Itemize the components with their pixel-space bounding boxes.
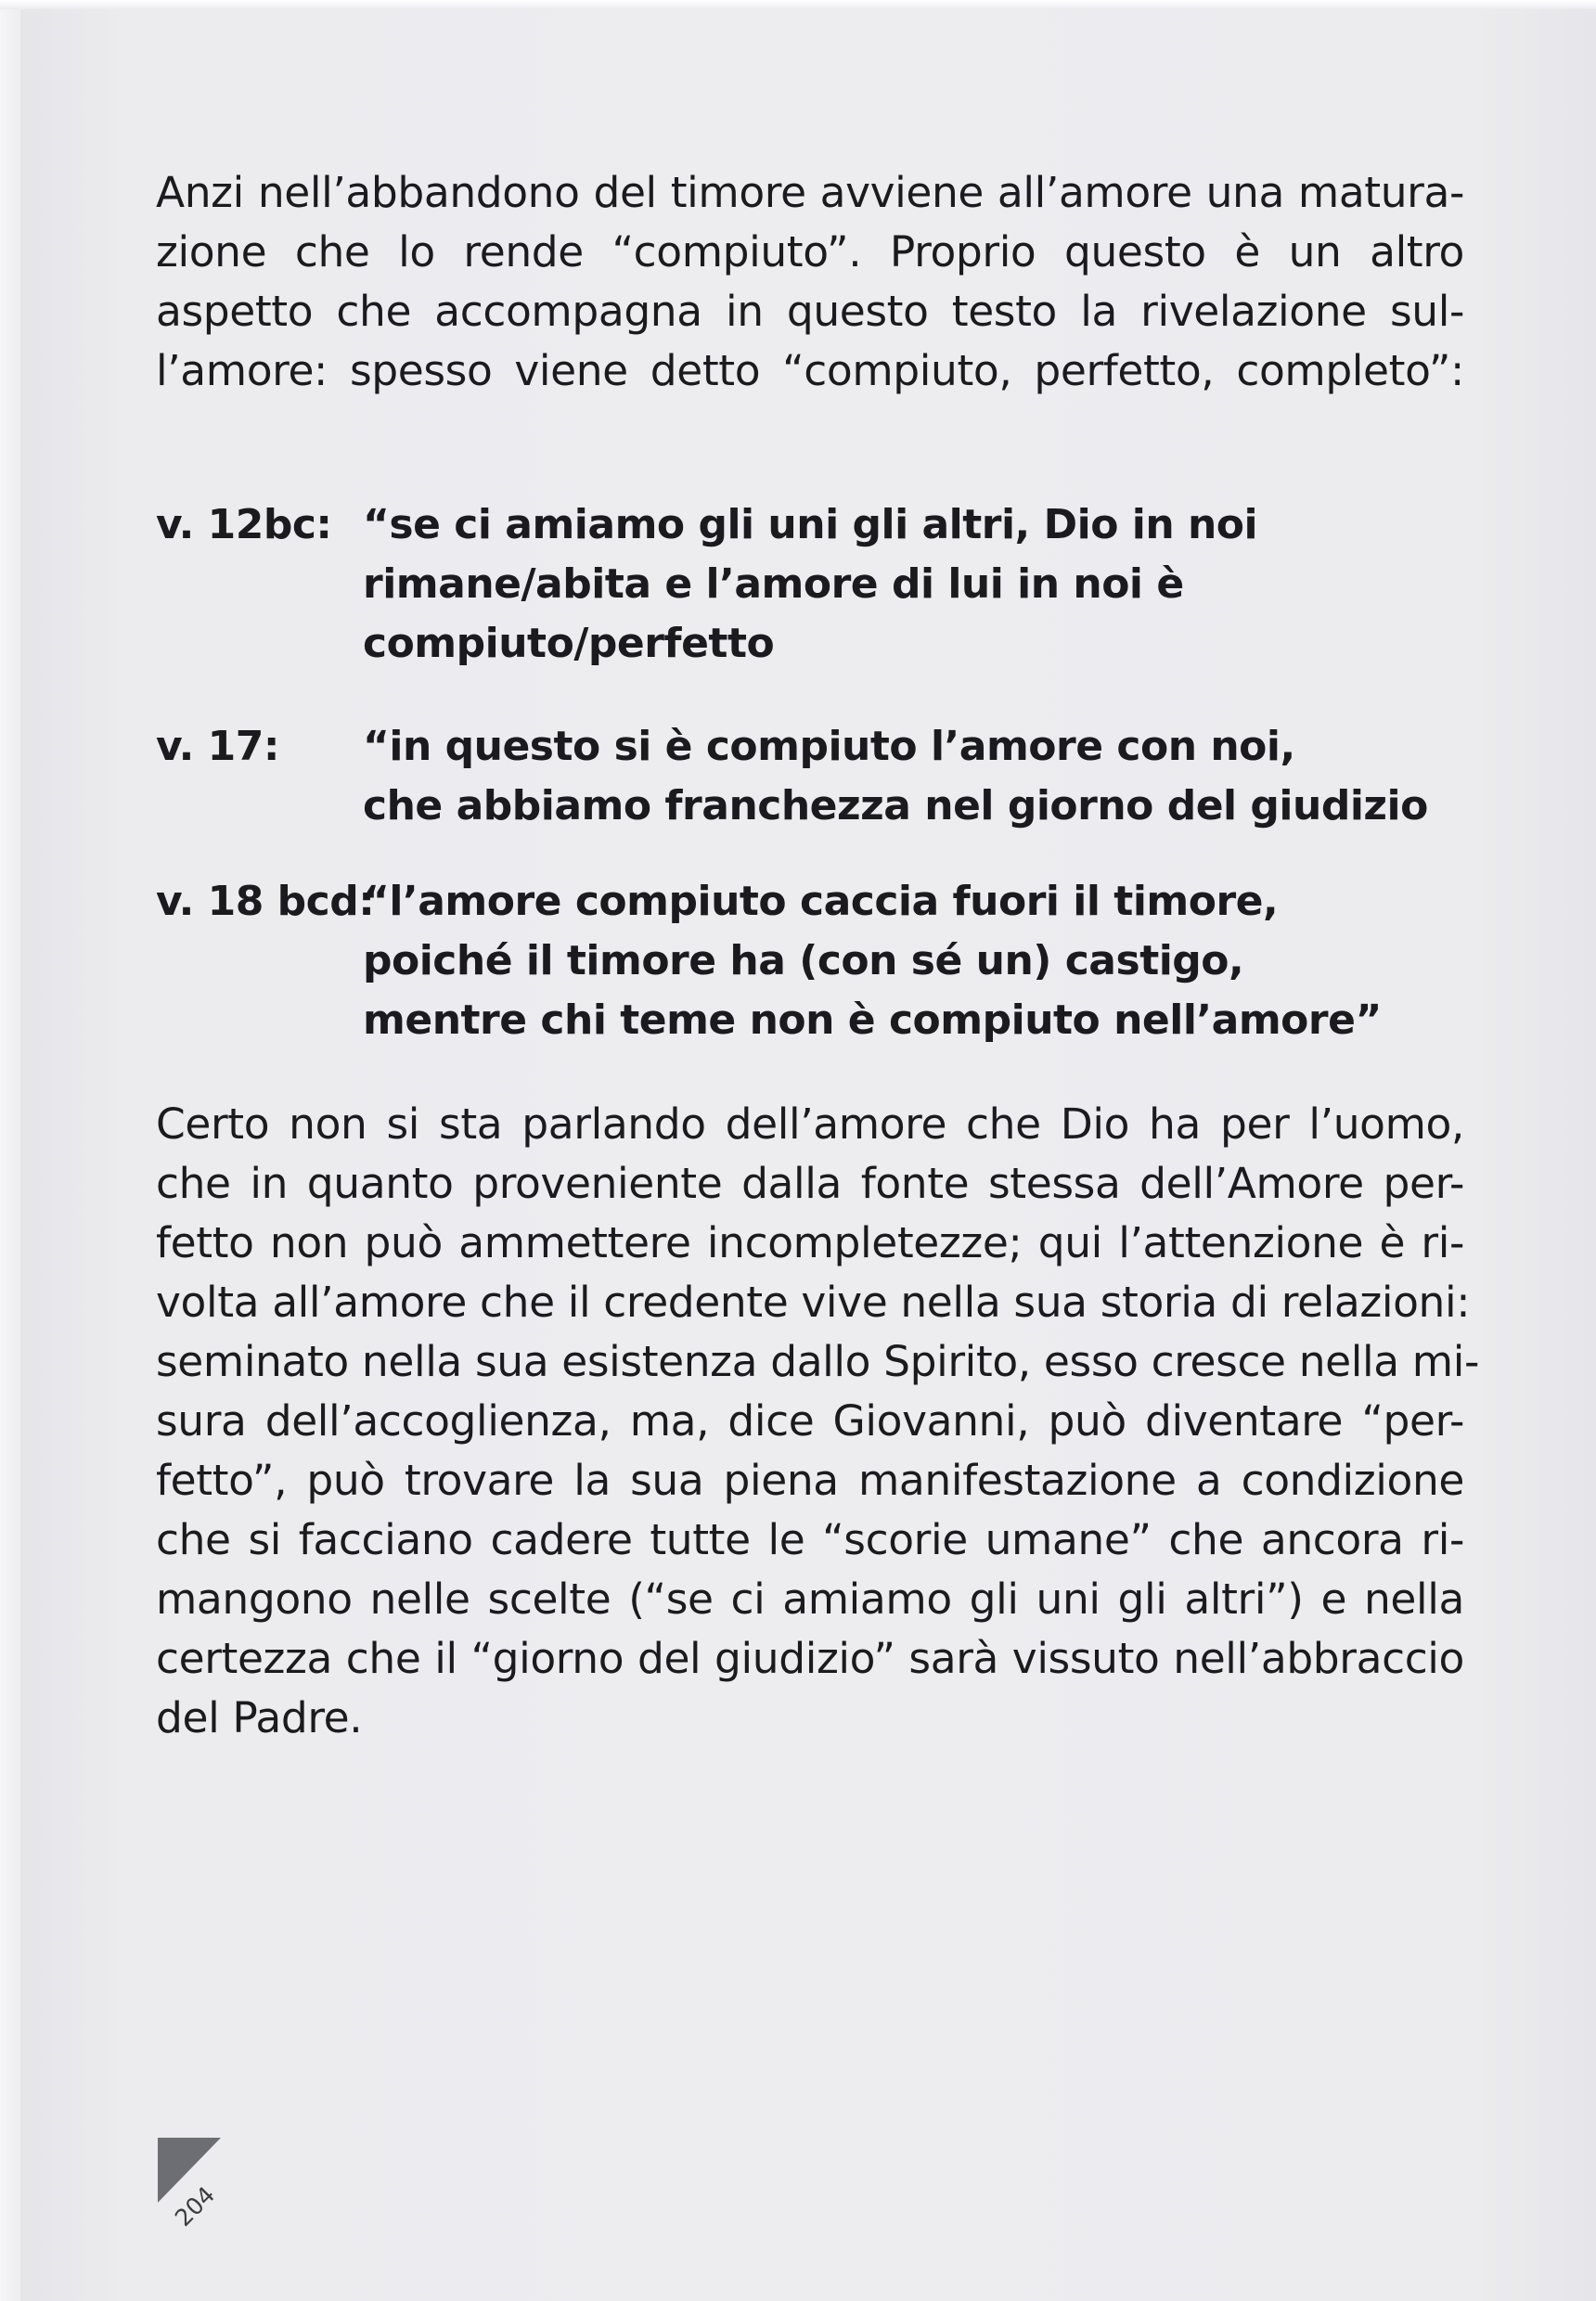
paragraph-intro [156, 163, 1464, 401]
page-top-edge [0, 0, 1596, 9]
paragraph-commentary-line: che in quanto proveniente dalla fonte stessa dell’Amore per- [156, 1159, 1464, 1208]
page-corner-triangle-icon [156, 2134, 249, 2227]
paragraph-commentary-line: certezza che il “giorno del giudizio” sarà vissuto nell’abbraccio [156, 1634, 1464, 1683]
page-left-edge [0, 0, 20, 2301]
quote-line: che abbiamo franchezza nel giorno del giudizio [363, 782, 1428, 829]
paragraph-intro-line: zione che lo rende “compiuto”. Proprio questo è un altro [156, 227, 1464, 276]
quote-line: “in questo si è compiuto l’amore con noi, [363, 723, 1295, 770]
page-number: 204 [169, 2180, 221, 2227]
paragraph-commentary [156, 1095, 1479, 1748]
paragraph-commentary-line: Certo non si sta parlando dell’amore che Dio ha per l’uomo, [156, 1099, 1464, 1149]
page-number-marker [156, 2134, 249, 2227]
quote-v17 [156, 717, 1464, 836]
quote-line: mentre chi teme non è compiuto nell’amore” [363, 996, 1382, 1044]
paragraph-commentary-line: fetto”, può trovare la sua piena manifestazione a condizione [156, 1456, 1464, 1505]
paragraph-intro-line: Anzi nell’abbandono del timore avviene all’amore una matura- [156, 168, 1464, 217]
paragraph-commentary-line: seminato nella sua esistenza dallo Spirito, esso cresce nella mi- [156, 1337, 1479, 1386]
paragraph-commentary-line: sura dell’accoglienza, ma, dice Giovanni, può diventare “per- [156, 1396, 1464, 1446]
paragraph-commentary-line: del Padre. [156, 1693, 363, 1742]
quote-v18bcd [156, 872, 1464, 1050]
quote-line: “se ci amiamo gli uni gli altri, Dio in noi [363, 501, 1258, 548]
paragraph-intro-line: aspetto che accompagna in questo testo la rivelazione sul- [156, 287, 1464, 336]
paragraph-commentary-line: mangono nelle scelte (“se ci amiamo gli uni gli altri”) e nella [156, 1575, 1464, 1624]
quote-line: “l’amore compiuto caccia fuori il timore, [363, 878, 1279, 925]
quote-v12bc [156, 495, 1464, 674]
paragraph-commentary-line: volta all’amore che il credente vive nella sua storia di relazioni: [156, 1278, 1471, 1327]
paragraph-commentary-line: che si facciano cadere tutte le “scorie umane” che ancora ri- [156, 1515, 1464, 1564]
quote-reference: v. 18 bcd: [156, 878, 375, 925]
quote-reference: v. 12bc: [156, 501, 332, 548]
paragraph-intro-line: l’amore: spesso viene detto “compiuto, perfetto, completo”: [156, 346, 1464, 395]
quote-line: rimane/abita e l’amore di lui in noi è [363, 560, 1184, 608]
quote-line: poiché il timore ha (con sé un) castigo, [363, 937, 1244, 984]
quote-line: compiuto/perfetto [363, 620, 775, 667]
paragraph-commentary-line: fetto non può ammettere incompletezze; qui l’attenzione è ri- [156, 1218, 1464, 1267]
quote-reference: v. 17: [156, 723, 279, 770]
